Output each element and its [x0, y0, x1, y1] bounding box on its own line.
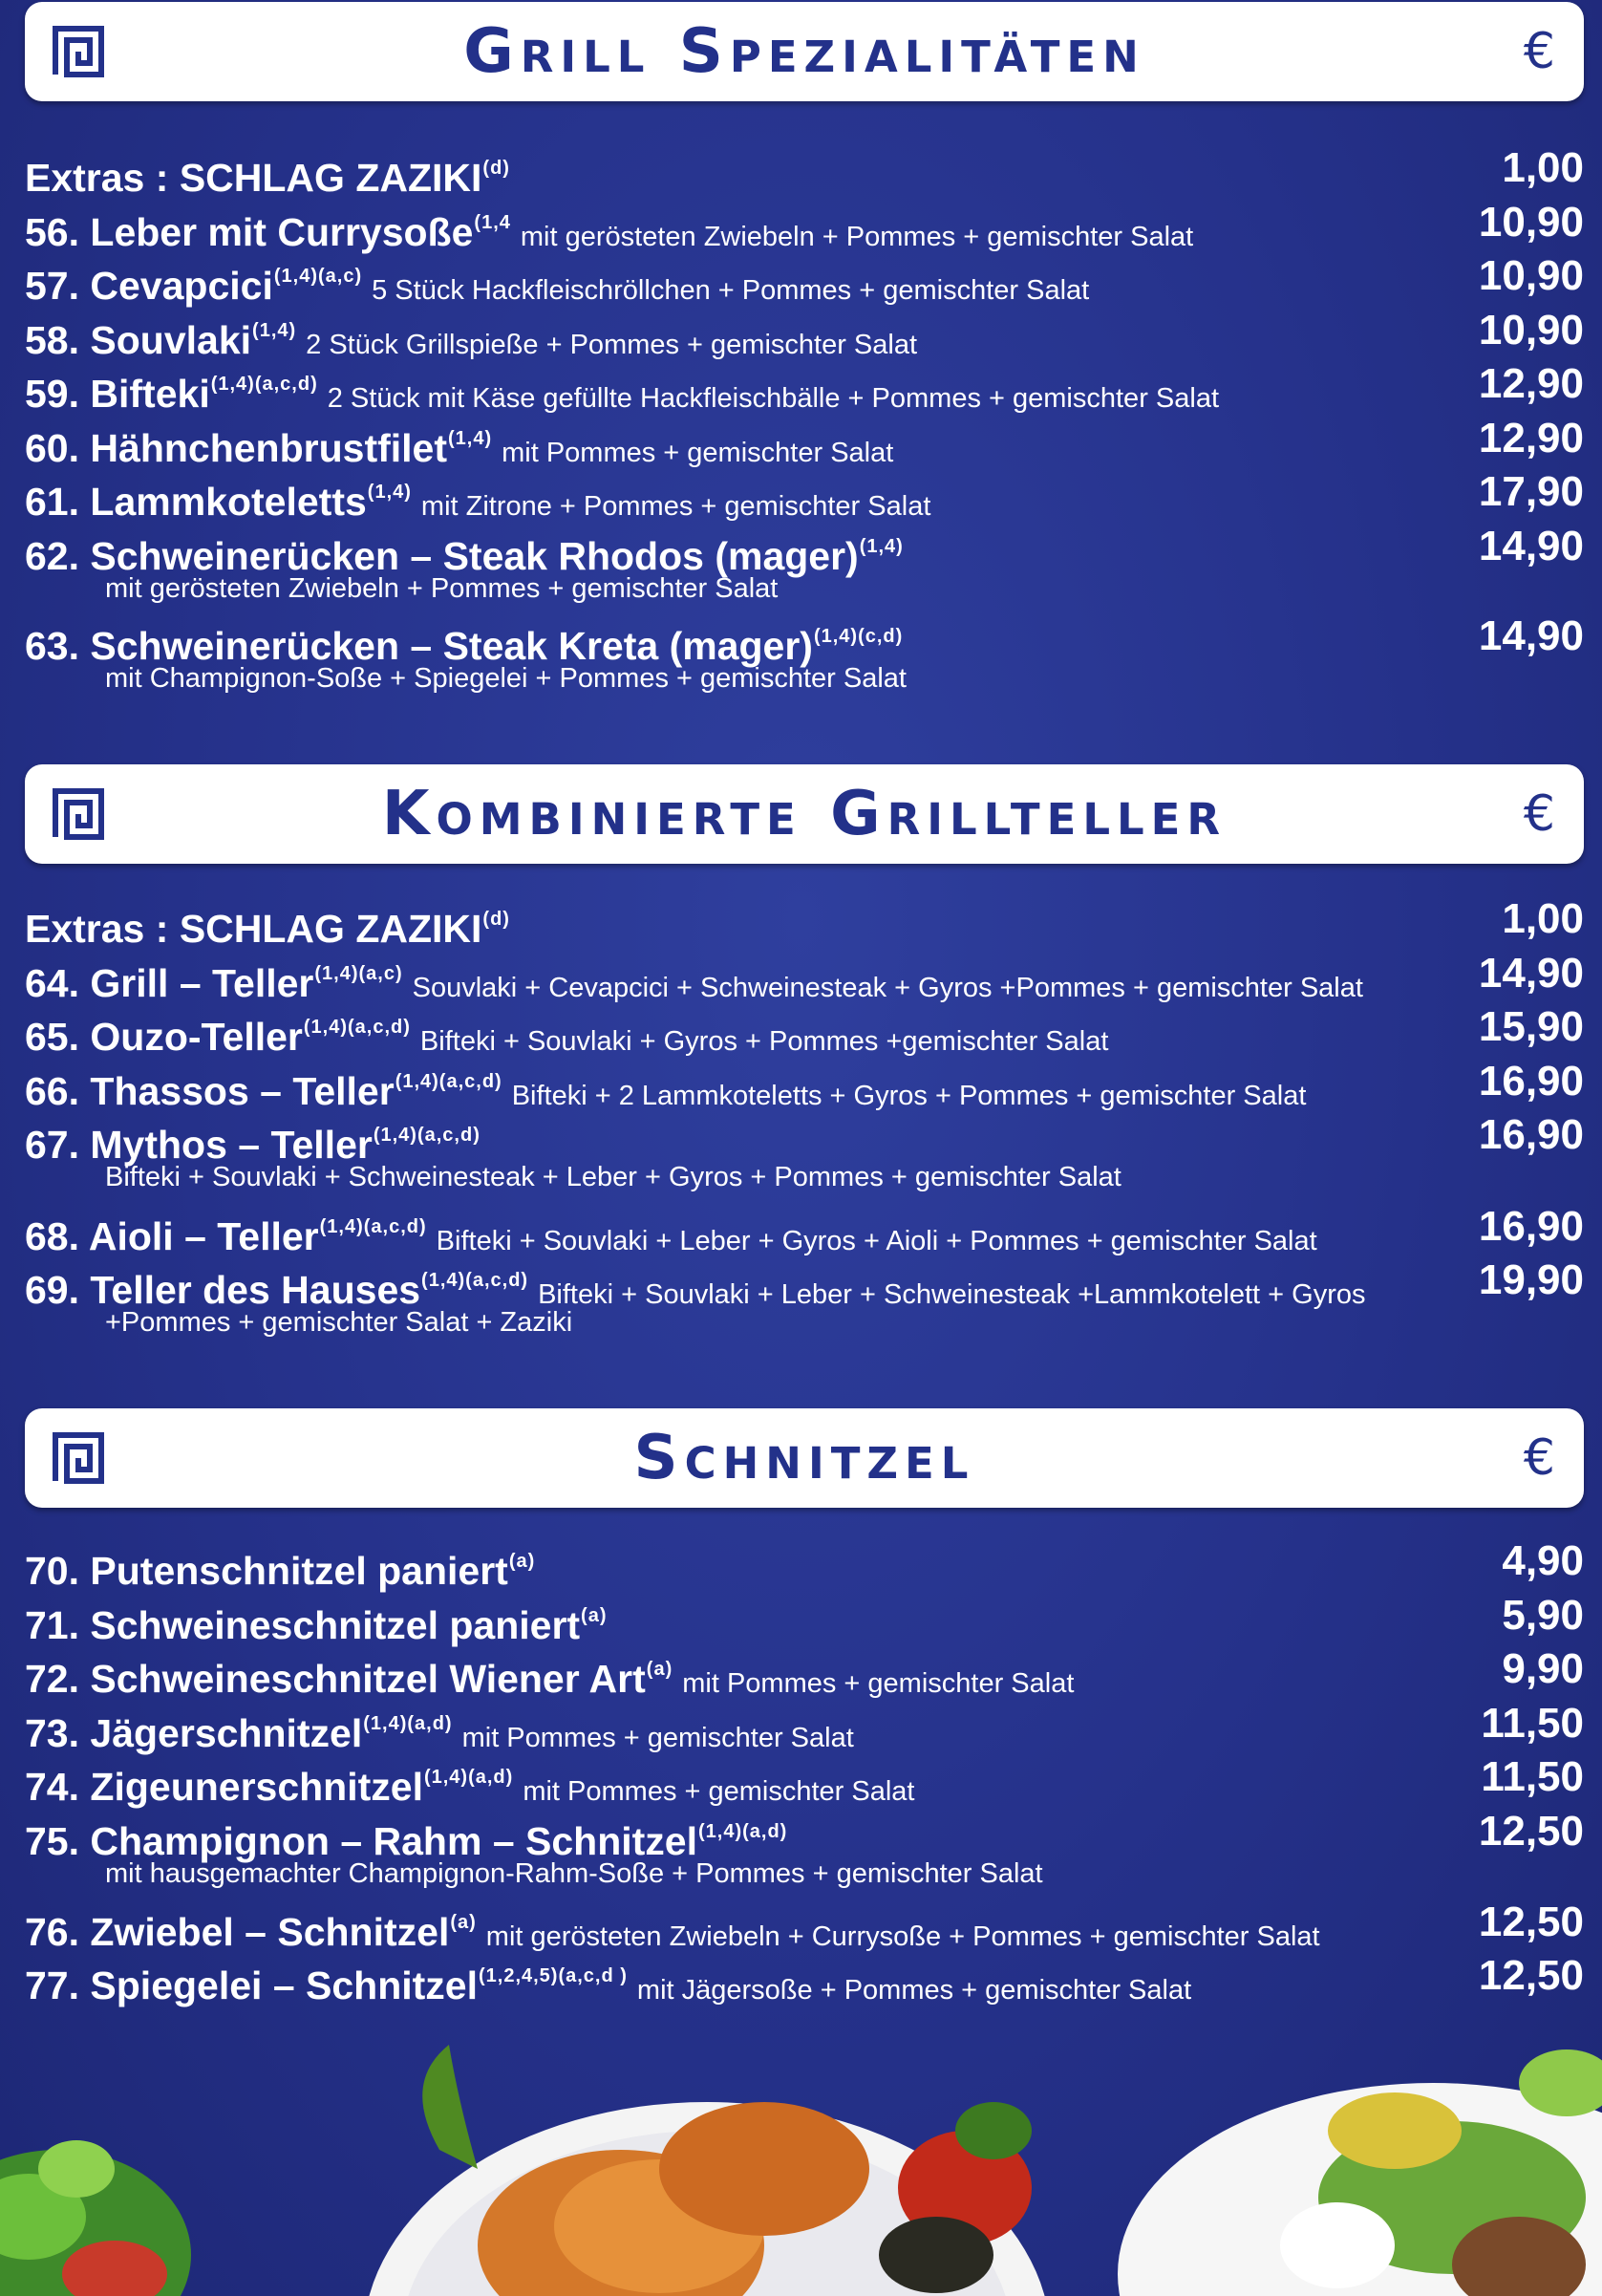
menu-item-title: Schweineschnitzel Wiener Art: [90, 1657, 646, 1701]
menu-item-price: 12,90: [1478, 360, 1584, 407]
menu-item-description-continued: mit Champignon-Soße + Spiegelei + Pommes + gemischter Salat: [105, 663, 907, 694]
allergen-codes: (1,4): [367, 482, 412, 503]
allergen-codes: (1,4)(a,c,d): [303, 1017, 411, 1038]
menu-item-description: mit Pommes + gemischter Salat: [461, 1723, 854, 1753]
menu-item-title: Champignon – Rahm – Schnitzel: [90, 1819, 697, 1863]
menu-item: [25, 304, 1584, 362]
menu-item-number: 72.: [25, 1657, 79, 1701]
menu-item-description: Bifteki + Souvlaki + Leber + Gyros + Aioli + Pommes + gemischter Salat: [436, 1226, 1317, 1256]
allergen-codes: (d): [482, 909, 510, 930]
menu-item: [25, 196, 1584, 254]
menu-item: [25, 141, 1584, 200]
menu-item: [25, 892, 1584, 951]
allergen-codes: (1,4): [448, 428, 493, 449]
menu-item: [25, 465, 1584, 524]
food-photo-illustration: [0, 2026, 1602, 2296]
menu-item-description: 2 Stück Grillspieße + Pommes + gemischter Salat: [306, 330, 918, 360]
menu-item-description: Bifteki + Souvlaki + Gyros + Pommes +gemischter Salat: [419, 1026, 1109, 1057]
menu-item: [25, 1896, 1584, 1954]
section-title: Kombinierte Grillteller: [381, 779, 1228, 849]
menu-item-title: Spiegelei – Schnitzel: [90, 1963, 478, 2007]
allergen-codes: (1,4)(a,c,d): [210, 374, 318, 395]
allergen-codes: (1,4)(a,c): [273, 266, 363, 287]
menu-item-line: [25, 1949, 1191, 2022]
menu-item-price: 14,90: [1478, 523, 1584, 569]
currency-symbol: €: [1523, 23, 1555, 80]
allergen-codes: (1,4)(a,c): [314, 963, 403, 984]
menu-item-number: 63.: [25, 624, 79, 668]
menu-item-title: Zwiebel – Schnitzel: [90, 1910, 450, 1954]
menu-item-price: 12,50: [1478, 1952, 1584, 1999]
menu-item-description: mit Pommes + gemischter Salat: [502, 438, 894, 468]
section-banner: [25, 1408, 1584, 1508]
menu-item-description: Bifteki + 2 Lammkoteletts + Gyros + Pommes + gemischter Salat: [511, 1081, 1307, 1111]
menu-item: [25, 1949, 1584, 2007]
menu-item-price: 10,90: [1478, 307, 1584, 354]
allergen-codes: (1,4)(a,d): [423, 1767, 514, 1788]
menu-item-title: Hähnchenbrustfilet: [90, 426, 447, 470]
menu-item-price: 12,90: [1478, 415, 1584, 461]
menu-item: [25, 947, 1584, 1005]
menu-item-price: 19,90: [1478, 1256, 1584, 1303]
allergen-codes: (a): [508, 1551, 536, 1572]
menu-item-description-continued: mit hausgemachter Champignon-Rahm-Soße + Pommes + gemischter Salat: [105, 1858, 1043, 1889]
menu-item-price: 12,50: [1478, 1808, 1584, 1855]
allergen-codes: (a): [646, 1659, 673, 1680]
menu-item-number: 59.: [25, 372, 79, 416]
menu-item: [25, 1254, 1584, 1338]
menu-item: [25, 1534, 1584, 1593]
menu-item-title: Souvlaki: [90, 318, 252, 362]
menu-item-number: 73.: [25, 1711, 79, 1755]
menu-item-description: mit gerösteten Zwiebeln + Pommes + gemischter Salat: [520, 222, 1194, 252]
menu-item-number: 62.: [25, 534, 79, 578]
menu-item-number: 69.: [25, 1268, 79, 1312]
menu-item-description-continued: +Pommes + gemischter Salat + Zaziki: [105, 1307, 573, 1338]
menu-item: [25, 1200, 1584, 1258]
menu-item-price: 4,90: [1502, 1537, 1584, 1584]
allergen-codes: (a): [581, 1605, 608, 1626]
menu-item-title: Leber mit Currysoße: [90, 210, 474, 254]
allergen-codes: (d): [482, 158, 510, 179]
menu-item: [25, 1805, 1584, 1889]
menu-item-title: SCHLAG ZAZIKI: [179, 156, 482, 200]
currency-symbol: €: [1523, 1429, 1555, 1487]
menu-item-title: SCHLAG ZAZIKI: [179, 907, 482, 951]
menu-item-title: Teller des Hauses: [90, 1268, 421, 1312]
menu-item-number: 76.: [25, 1910, 79, 1954]
menu-item-description: mit Jägersoße + Pommes + gemischter Salat: [636, 1975, 1192, 2006]
menu-item-price: 11,50: [1481, 1700, 1584, 1747]
menu-item-title: Aioli – Teller: [88, 1214, 319, 1258]
section-banner: [25, 764, 1584, 864]
allergen-codes: (1,4)(a,c,d): [421, 1270, 529, 1291]
menu-item-number: 66.: [25, 1069, 79, 1113]
menu-item-title: Schweinerücken – Steak Rhodos (mager): [90, 534, 859, 578]
menu-item-number: 70.: [25, 1549, 79, 1593]
menu-item: [25, 249, 1584, 308]
menu-item-number: 65.: [25, 1015, 79, 1059]
food-photos: [0, 2026, 1602, 2296]
menu-item-title: Ouzo-Teller: [90, 1015, 303, 1059]
menu-item: [25, 1000, 1584, 1059]
menu-item: [25, 520, 1584, 604]
section-title: Schnitzel: [633, 1423, 975, 1493]
menu-item-number: 71.: [25, 1603, 79, 1647]
menu-item-number: 64.: [25, 961, 79, 1005]
menu-item-number: 77.: [25, 1963, 79, 2007]
menu-item-description: 2 Stück mit Käse gefüllte Hackfleischbälle + Pommes + gemischter Salat: [327, 383, 1220, 414]
menu-item: [25, 1697, 1584, 1755]
menu-item: [25, 1750, 1584, 1809]
menu-item-price: 5,90: [1502, 1592, 1584, 1639]
allergen-codes: (1,4)(a,d): [698, 1821, 788, 1842]
allergen-codes: (1,4): [252, 320, 297, 341]
menu-item-title: Grill – Teller: [90, 961, 314, 1005]
menu-item-title: Zigeunerschnitzel: [90, 1765, 423, 1809]
allergen-codes: (1,4)(a,c,d): [373, 1125, 481, 1146]
menu-item-title: Thassos – Teller: [90, 1069, 395, 1113]
menu-item-price: 17,90: [1478, 468, 1584, 515]
currency-symbol: €: [1523, 785, 1555, 843]
menu-item-title: Lammkoteletts: [90, 480, 367, 524]
menu-item-number: 68.: [25, 1214, 79, 1258]
menu-item-price: 10,90: [1478, 199, 1584, 246]
allergen-codes: (1,2,4,5)(a,c,d ): [478, 1965, 628, 1986]
menu-item-number: 67.: [25, 1123, 79, 1167]
menu-item-price: 16,90: [1478, 1058, 1584, 1105]
menu-item-number: 60.: [25, 426, 79, 470]
menu-item-title: Schweinerücken – Steak Kreta (mager): [90, 624, 813, 668]
menu-item-number: 58.: [25, 318, 79, 362]
menu-item-title: Bifteki: [90, 372, 210, 416]
menu-item-description: 5 Stück Hackfleischröllchen + Pommes + gemischter Salat: [372, 275, 1090, 306]
menu-item-description-continued: Bifteki + Souvlaki + Schweinesteak + Leber + Gyros + Pommes + gemischter Salat: [105, 1162, 1121, 1192]
menu-item-number: 57.: [25, 264, 79, 308]
menu-item-number: 74.: [25, 1765, 79, 1809]
menu-item-price: 14,90: [1478, 950, 1584, 997]
menu-item-price: 1,00: [1502, 895, 1584, 942]
menu-item-number: Extras :: [25, 907, 169, 951]
allergen-codes: (a): [450, 1912, 477, 1933]
menu-item-price: 10,90: [1478, 252, 1584, 299]
menu-item-price: 15,90: [1478, 1003, 1584, 1050]
menu-item-title: Cevapcici: [90, 264, 273, 308]
menu-item-description: mit Pommes + gemischter Salat: [682, 1668, 1075, 1699]
menu-item: [25, 412, 1584, 470]
menu-item-title: Jägerschnitzel: [90, 1711, 363, 1755]
allergen-codes: (1,4)(a,c,d): [395, 1071, 502, 1092]
menu-item-price: 16,90: [1478, 1111, 1584, 1158]
menu-item-price: 11,50: [1481, 1753, 1584, 1800]
menu-item-title: Mythos – Teller: [90, 1123, 373, 1167]
menu-item: [25, 610, 1584, 694]
menu-item-description: mit gerösteten Zwiebeln + Currysoße + Pommes + gemischter Salat: [485, 1921, 1320, 1952]
section-banner: [25, 2, 1584, 101]
allergen-codes: (1,4)(a,c,d): [319, 1216, 427, 1237]
menu-item-title: Putenschnitzel paniert: [90, 1549, 508, 1593]
menu-item-number: Extras :: [25, 156, 169, 200]
menu-item: [25, 1589, 1584, 1647]
menu-item-price: 1,00: [1502, 144, 1584, 191]
menu-item-price: 16,90: [1478, 1203, 1584, 1250]
allergen-codes: (1,4: [474, 212, 511, 233]
menu-item-description: Bifteki + Souvlaki + Leber + Schweinesteak +Lammkotelett + Gyros: [538, 1279, 1366, 1310]
menu-item-description: mit Zitrone + Pommes + gemischter Salat: [420, 491, 931, 522]
menu-item-description-continued: mit gerösteten Zwiebeln + Pommes + gemischter Salat: [105, 573, 779, 604]
menu-item-name: [25, 1959, 478, 2012]
menu-item-price: 9,90: [1502, 1645, 1584, 1692]
menu-item-price: 14,90: [1478, 612, 1584, 659]
menu-item: [25, 1108, 1584, 1192]
menu-item-number: 56.: [25, 210, 79, 254]
menu-item: [25, 357, 1584, 416]
menu-item: [25, 1055, 1584, 1113]
menu-item-title: Schweineschnitzel paniert: [90, 1603, 581, 1647]
allergen-codes: (1,4)(a,d): [363, 1713, 453, 1734]
menu-item-price: 12,50: [1478, 1899, 1584, 1945]
menu-item-description: mit Pommes + gemischter Salat: [523, 1776, 915, 1807]
allergen-codes: (1,4): [859, 536, 904, 557]
menu-item-number: 75.: [25, 1819, 79, 1863]
menu-item-number: 61.: [25, 480, 79, 524]
allergen-codes: (1,4)(c,d): [813, 626, 904, 647]
menu-item-description: Souvlaki + Cevapcici + Schweinesteak + Gyros +Pommes + gemischter Salat: [412, 973, 1363, 1003]
section-title: Grill Spezialitäten: [463, 16, 1145, 87]
menu-item: [25, 1642, 1584, 1701]
